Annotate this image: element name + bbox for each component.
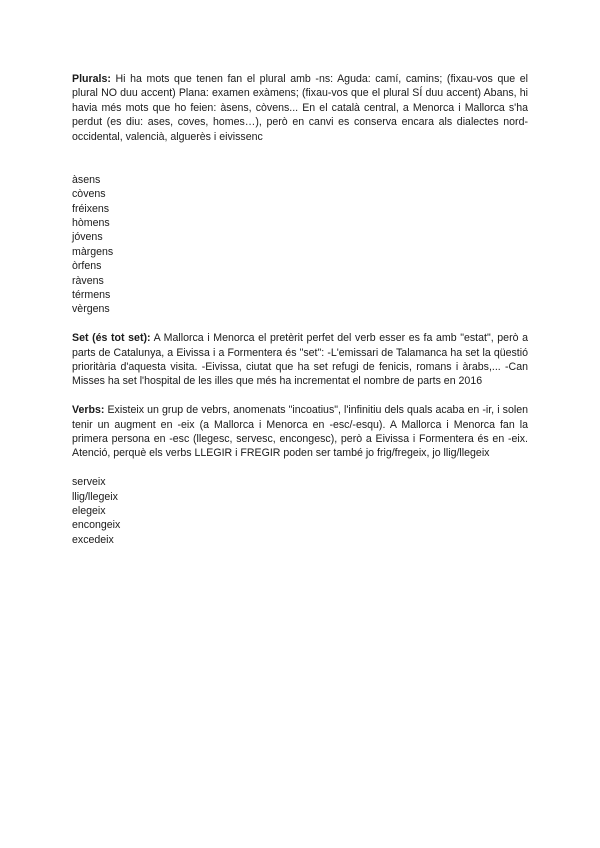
verbs-text: Existeix un grup de vebrs, anomenats "incoatius", l'infinitiu dels quals acaba en -ir, i solen tenir un augment en -eix (a Mallorca i Menorca en -esc/-esqu). A Mallorca i Menorca fan la primera persona en -esc (llegesc, servesc, encongesc), però a Eivissa i Formentera és en -eix. Atenció, perquè els verbs LLEGIR i FREGIR poden ser també jo frig/fregeix, jo llig/llegeix: [72, 404, 528, 460]
list-item: serveix: [72, 476, 106, 489]
plurals-heading: Plurals:: [72, 73, 111, 85]
list-item: còvens: [72, 188, 106, 201]
document-page: [72, 72, 528, 547]
plurals-text: Hi ha mots que tenen fan el plural amb -ns: Aguda: camí, camins; (fixau-vos que el plural NO duu accent) Plana: examen exàmens; (fixau-vos que el plural SÍ duu accent) Abans, hi havia més mots que ho feien: àsens, còvens... En el català central, a Menorca i Mallorca s'ha perdut (es diu: ases, coves, homes…), però en canvi es conserva encara als dialectes nord-occidental, valencià, alguerès i eivissenc: [72, 73, 528, 143]
plurals-paragraph: [72, 72, 528, 144]
list-item: encongeix: [72, 519, 121, 532]
list-item: vèrgens: [72, 303, 110, 316]
list-item: térmens: [72, 288, 111, 301]
verbs-heading: Verbs:: [72, 404, 105, 417]
spacer: [72, 144, 528, 158]
list-item: òrfens: [72, 260, 102, 273]
list-item: llig/llegeix: [72, 490, 118, 503]
list-item: elegeix: [72, 504, 106, 517]
spacer: [72, 389, 528, 403]
plural-word-list: [72, 173, 528, 317]
list-item: excedeix: [72, 533, 114, 546]
list-item: ràvens: [72, 274, 104, 287]
set-heading: Set (és tot set):: [72, 332, 151, 345]
spacer: [72, 317, 528, 331]
verbs-paragraph: [72, 403, 528, 461]
spacer: [72, 158, 528, 172]
list-item: màrgens: [72, 245, 114, 258]
list-item: hòmens: [72, 216, 110, 229]
list-item: fréixens: [72, 202, 110, 215]
set-paragraph: [72, 331, 528, 389]
verb-word-list: [72, 475, 528, 547]
list-item: jóvens: [72, 231, 103, 244]
spacer: [72, 461, 528, 475]
set-text: A Mallorca i Menorca el pretèrit perfet del verb esser es fa amb "estat", però a parts de Catalunya, a Eivissa i a Formentera és "set": -L'emissari de Talamanca ha set la qüestió prioritària d'aquesta visita. -Eivissa, ciutat que ha set refugi de fenicis, romans i àrabs,... -Can Misses ha set l'hospital de les illes que més ha incrementat el nombre de parts en 2016: [72, 332, 528, 388]
list-item: àsens: [72, 173, 101, 186]
